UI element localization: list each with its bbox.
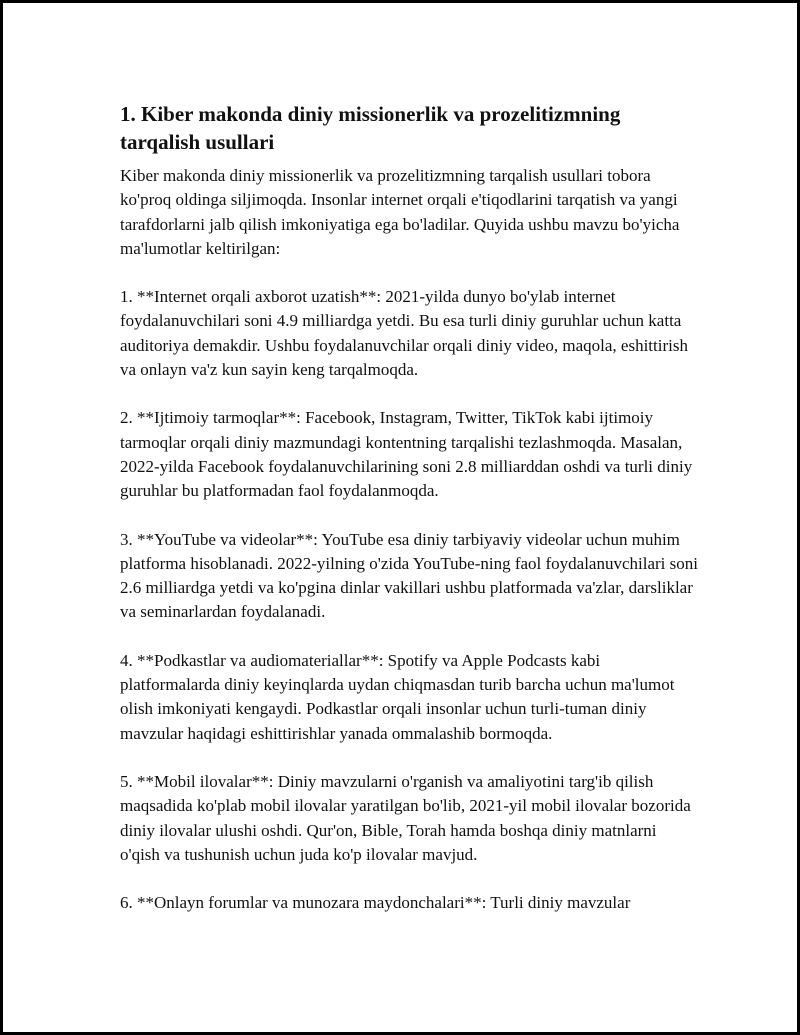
section-heading: 1. Kiber makonda diniy missionerlik va prozelitizmning tarqalish usullari: [120, 102, 621, 154]
list-item-podcasts: 4. **Podkastlar va audiomateriallar**: Spotify va Apple Podcasts kabi platformalarda diniy keyinqlarda uydan chiqmasdan turib barcha uchun ma'lumot olish imkoniyati kengaydi. Podkastlar orqali insonlar uchun turli-tuman diniy mavzular haqidagi eshittirishlar yanada ommalashib bormoqda.: [120, 650, 675, 743]
list-item-youtube: 3. **YouTube va videolar**: YouTube esa diniy tarbiyaviy videolar uchun muhim platforma hisoblanadi. 2022-yilning o'zida YouTube-ning faol foydalanuvchilari soni 2.6 milliardga yetdi va ko'pgina dinlar vakillari ushbu platformada va'zlar, darsliklar va seminarlardan foydalanadi.: [120, 529, 698, 622]
intro-paragraph: Kiber makonda diniy missionerlik va prozelitizmning tarqalish usullari tobora ko'proq oldinga siljimoqda. Insonlar internet orqali e'tiqodlarini tarqatish va yangi tarafdorlarni jalb qilish imkoniyatiga ega bo'ladilar. Quyida ushbu mavzu bo'yicha ma'lumotlar keltirilgan:: [120, 166, 680, 258]
list-item-internet: 1. **Internet orqali axborot uzatish**: 2021-yilda dunyo bo'ylab internet foydalanuvchilari soni 4.9 milliardga yetdi. Bu esa turli diniy guruhlar uchun katta auditoriya demakdir. Ushbu foydalanuvchilar orqali diniy video, maqola, eshittirish va onlayn va'z kun sayin keng tarqalmoqda.: [120, 287, 688, 380]
document-body: [120, 100, 698, 939]
list-item-mobile-apps: 5. **Mobil ilovalar**: Diniy mavzularni o'rganish va amaliyotini targ'ib qilish maqsadida ko'plab mobil ilovalar yaratilgan bo'lib, 2021-yil mobil ilovalar bozorida diniy ilovalar ulushi oshdi. Qur'on, Bible, Torah hamda boshqa diniy matnlarni o'qish va tushunish uchun juda ko'p ilovalar mavjud.: [120, 771, 691, 864]
list-item-forums: 6. **Onlayn forumlar va munozara maydonchalari**: Turli diniy mavzular: [120, 893, 631, 913]
list-item-social-networks: 2. **Ijtimoiy tarmoqlar**: Facebook, Instagram, Twitter, TikTok kabi ijtimoiy tarmoqlar orqali diniy mazmundagi kontentning tarqalishi tezlashmoqda. Masalan, 2022-yilda Facebook foydalanuvchilarining soni 2.8 milliarddan oshdi va turli diniy guruhlar bu platformadan faol foydalanmoqda.: [120, 408, 693, 501]
